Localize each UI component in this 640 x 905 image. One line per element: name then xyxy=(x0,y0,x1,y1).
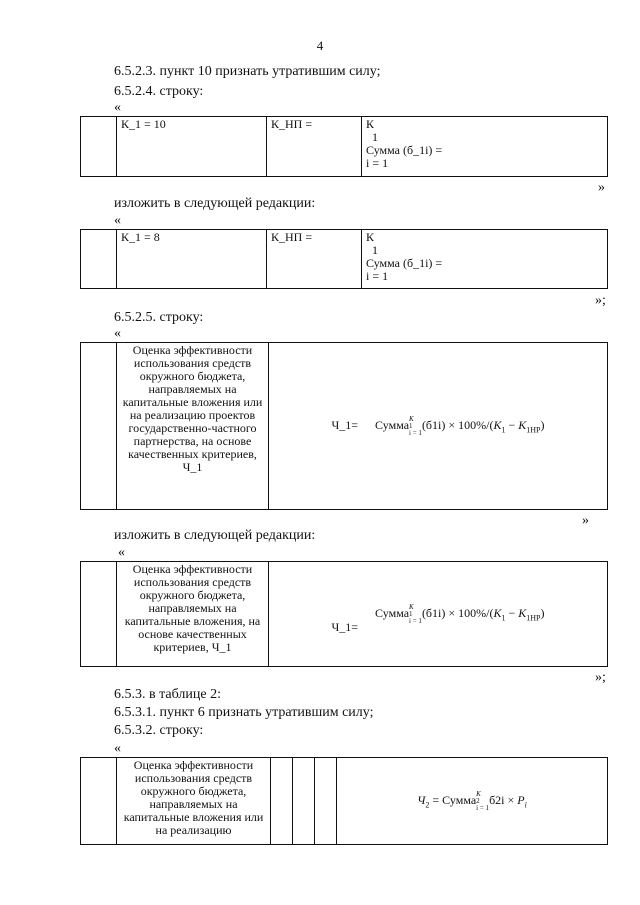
close-quote-semicolon: »; xyxy=(595,293,606,308)
empty-cell xyxy=(81,758,117,845)
cell-description: Оценка эффективности использования средств окружного бюджета, направляемых на капитальные вложения, на основе качественных критериев, Ч_1 xyxy=(117,562,269,667)
table-old-ch2 xyxy=(80,757,608,845)
empty-cell xyxy=(271,758,293,845)
cell-formula: Ч_1= Сумма K 1 i = 1 $(б1i) \times 100\%/(K_1 - K_{1HP})$ xyxy=(269,562,608,667)
formula-ch2: $Ч_2$ = Сумма K 2 i = 1 $б2i \times P_i$ xyxy=(417,789,527,812)
clause-6-5-2-3: 6.5.2.3. пункт 10 признать утратившим силу; xyxy=(114,64,381,79)
page-number: 4 xyxy=(316,38,324,53)
cell-description: Оценка эффективности использования средств окружного бюджета, направляемых на капитальные вложения или на реализацию проектов государственно-частного партнерства, на основе качественных критериев, Ч_1 xyxy=(117,343,269,510)
cell-description: Оценка эффективности использования средств окружного бюджета, направляемых на капитальные вложения или на реализацию xyxy=(117,758,271,845)
clause-6-5-3-2: 6.5.3.2. строку: xyxy=(114,723,204,738)
clause-6-5-3: 6.5.3. в таблице 2: xyxy=(114,687,221,702)
formula-ch1: Сумма K 1 i = 1 $(б1i) \times 100\%/(K_1 - K_{1HP})$ xyxy=(375,414,545,437)
empty-cell xyxy=(81,117,117,177)
close-quote: » xyxy=(598,180,605,195)
formula-ch1: Сумма K 1 i = 1 $(б1i) \times 100\%/(K_1 - K_{1HP})$ xyxy=(375,602,545,625)
table-old-ch1 xyxy=(80,342,608,510)
empty-cell xyxy=(81,343,117,510)
open-quote: « xyxy=(114,213,121,228)
open-quote: « xyxy=(118,545,125,560)
empty-cell xyxy=(315,758,337,845)
cell-sum: К 1 Сумма (б_1i) = i = 1 xyxy=(362,117,608,177)
open-quote: « xyxy=(114,741,121,756)
cell-formula: Ч_1= Сумма K 1 i = 1 $(б1i) \times 100\%/(K_1 - K_{1HP})$ xyxy=(269,343,608,510)
open-quote: « xyxy=(114,100,121,115)
table-new-k1 xyxy=(80,229,608,289)
open-quote: « xyxy=(114,326,121,341)
cell-sum: К 1 Сумма (б_1i) = i = 1 xyxy=(362,230,608,289)
new-edition-2: изложить в следующей редакции: xyxy=(114,528,316,543)
cell-k1: К_1 = 10 xyxy=(117,117,267,177)
clause-6-5-3-1: 6.5.3.1. пункт 6 признать утратившим силу; xyxy=(114,705,374,720)
cell-formula xyxy=(337,758,608,845)
empty-cell xyxy=(81,562,117,667)
empty-cell xyxy=(293,758,315,845)
table-old-k1 xyxy=(80,116,608,177)
close-quote: » xyxy=(582,513,589,528)
new-edition-1: изложить в следующей редакции: xyxy=(114,196,316,211)
clause-6-5-2-4: 6.5.2.4. строку: xyxy=(114,84,204,99)
table-new-ch1 xyxy=(80,561,608,667)
close-quote-semicolon: »; xyxy=(595,670,606,685)
clause-6-5-2-5: 6.5.2.5. строку: xyxy=(114,310,204,325)
cell-knp: К_НП = xyxy=(267,117,362,177)
cell-k1: К_1 = 8 xyxy=(117,230,267,289)
cell-knp: К_НП = xyxy=(267,230,362,289)
empty-cell xyxy=(81,230,117,289)
